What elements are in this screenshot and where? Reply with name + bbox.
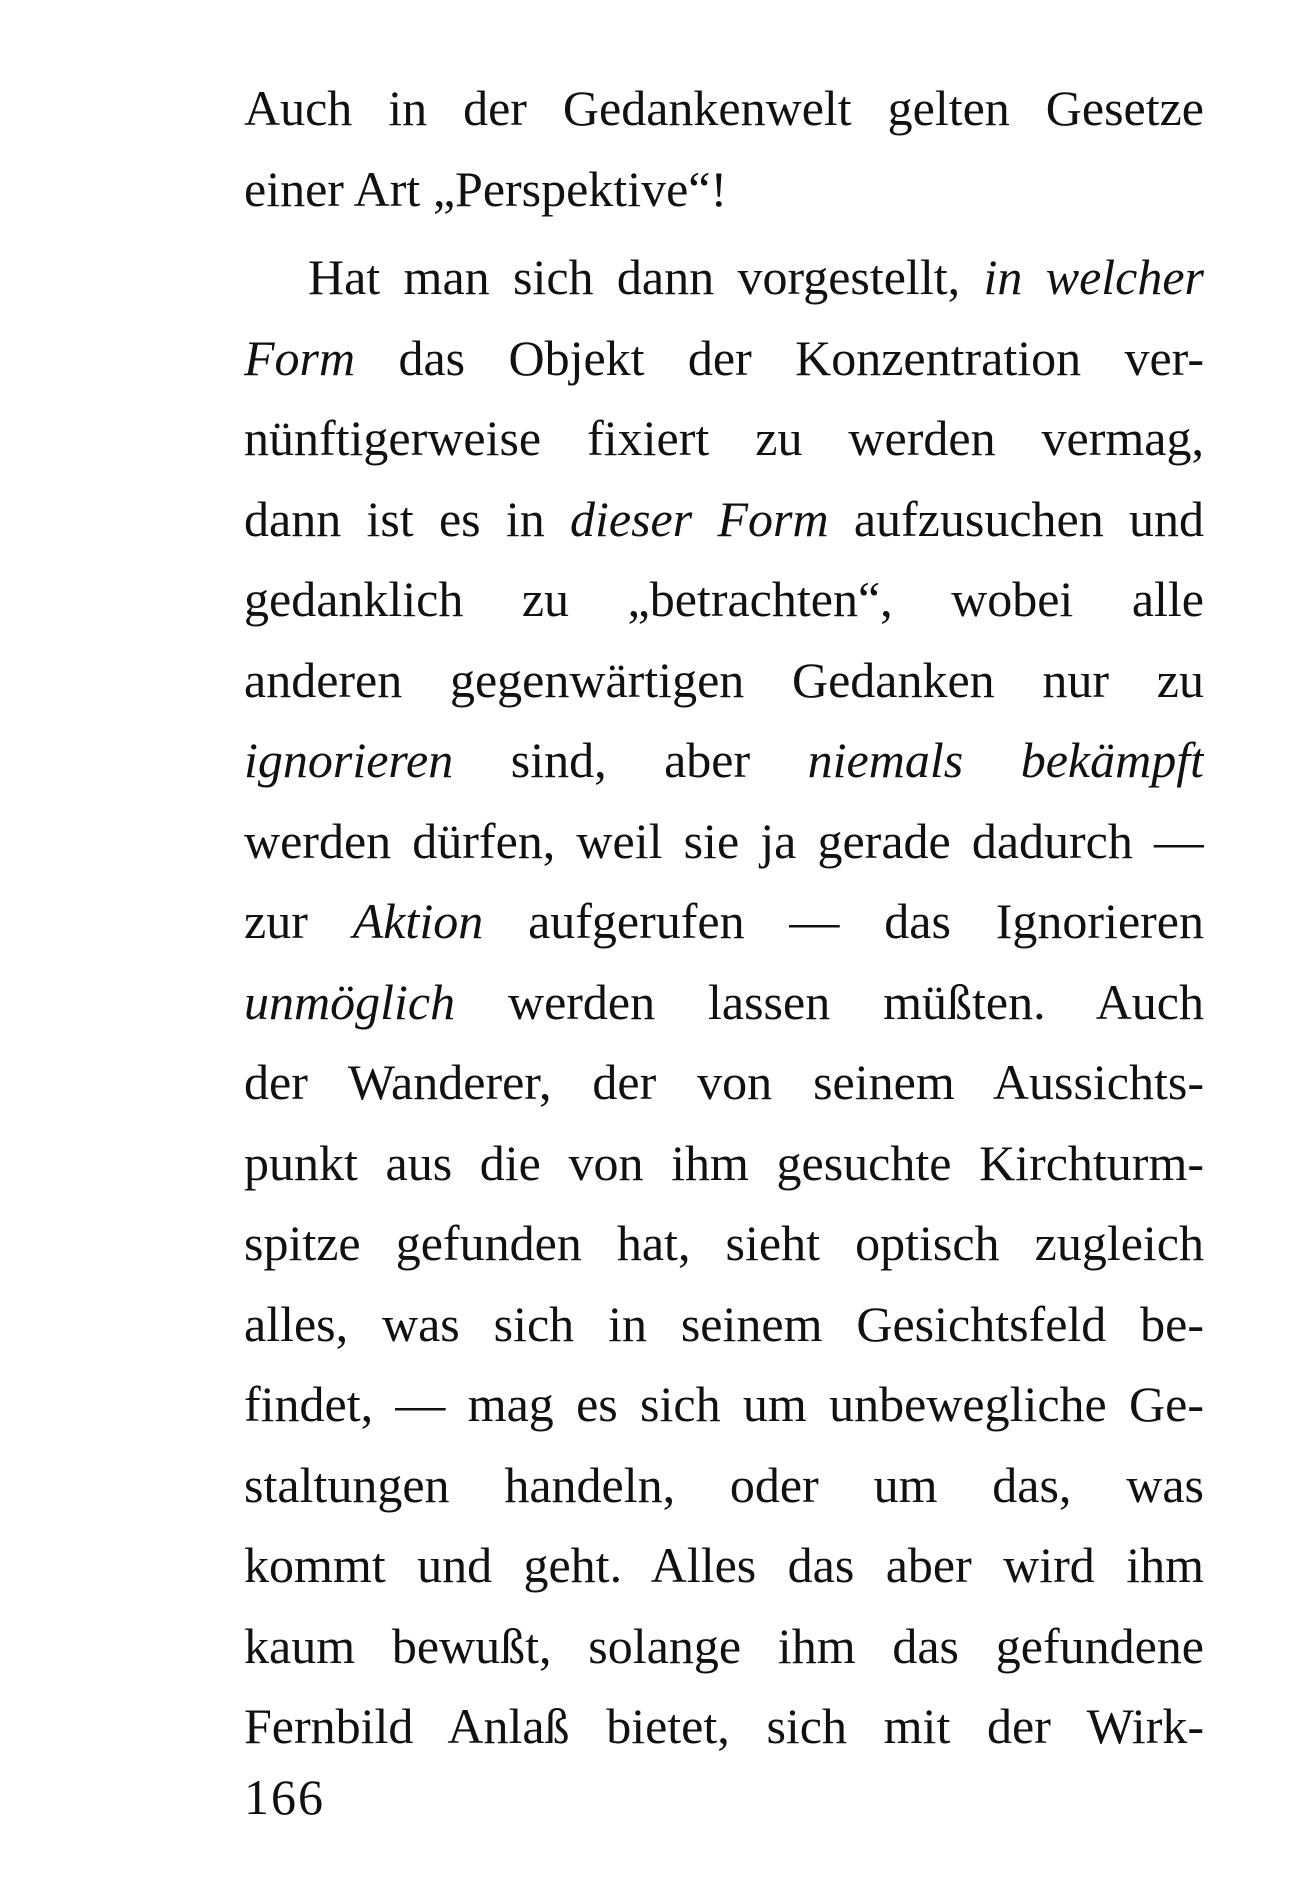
text-line: punkt aus die von ihm gesuchte Kirchturm- xyxy=(244,1134,1204,1191)
text-line xyxy=(244,962,1204,1043)
text-line xyxy=(244,479,1204,560)
text-line: alles, was sich in seinem Gesichtsfeld be- xyxy=(244,1295,1204,1352)
text-line: nünftigerweise fixiert zu werden vermag, xyxy=(244,410,1204,466)
text-line xyxy=(244,237,1204,318)
text-line xyxy=(244,720,1204,801)
text-span: zur xyxy=(244,893,353,949)
text-line: findet, — mag es sich um unbewegliche Ge- xyxy=(244,1376,1204,1432)
paragraph-gap xyxy=(244,229,1204,237)
text-line xyxy=(244,881,1204,962)
text-span: sind, aber xyxy=(453,732,808,788)
emphasis-span: dieser Form xyxy=(570,490,829,547)
text-line: einer Art „Perspektive“! xyxy=(244,160,728,217)
text-span: dann ist es in xyxy=(244,490,571,547)
body-text xyxy=(244,68,1204,1767)
text-line: spitze gefunden hat, sieht optisch zugleich xyxy=(244,1215,1204,1271)
text-line: kommt und geht. Alles das aber wird ihm xyxy=(244,1537,1204,1593)
text-span: werden lassen müßten. Auch xyxy=(455,973,1204,1030)
text-line: Fernbild Anlaß bietet, sich mit der Wirk- xyxy=(244,1698,1204,1754)
text-line: staltungen handeln, oder um das, was xyxy=(244,1456,1204,1513)
text-span: aufgerufen — das Ignorieren xyxy=(483,893,1204,949)
page-number: 166 xyxy=(244,1769,325,1825)
text-line: werden dürfen, weil sie ja gerade dadurch — xyxy=(244,812,1204,869)
text-line xyxy=(244,318,1204,399)
emphasis-span: in welcher xyxy=(983,249,1204,305)
text-line: gedanklich zu „betrachten“, wobei alle xyxy=(244,571,1204,627)
text-line: Auch in der Gedankenwelt gelten Gesetze xyxy=(244,80,1204,136)
text-line: anderen gegenwärtigen Gedanken nur zu xyxy=(244,651,1204,708)
text-span: aufzusuchen und xyxy=(828,490,1204,547)
text-span: das Objekt der Konzentration ver- xyxy=(355,329,1204,386)
text-line: kaum bewußt, solange ihm das gefundene xyxy=(244,1617,1204,1674)
emphasis-span: Form xyxy=(244,329,356,386)
emphasis-span: ignorieren xyxy=(244,732,454,788)
emphasis-span: niemals bekämpft xyxy=(807,732,1204,788)
text-span: Hat man sich dann vorgestellt, xyxy=(308,249,984,305)
emphasis-span: Aktion xyxy=(352,893,484,949)
emphasis-span: unmöglich xyxy=(244,973,456,1030)
text-line: der Wanderer, der von seinem Aussichts- xyxy=(244,1054,1204,1110)
